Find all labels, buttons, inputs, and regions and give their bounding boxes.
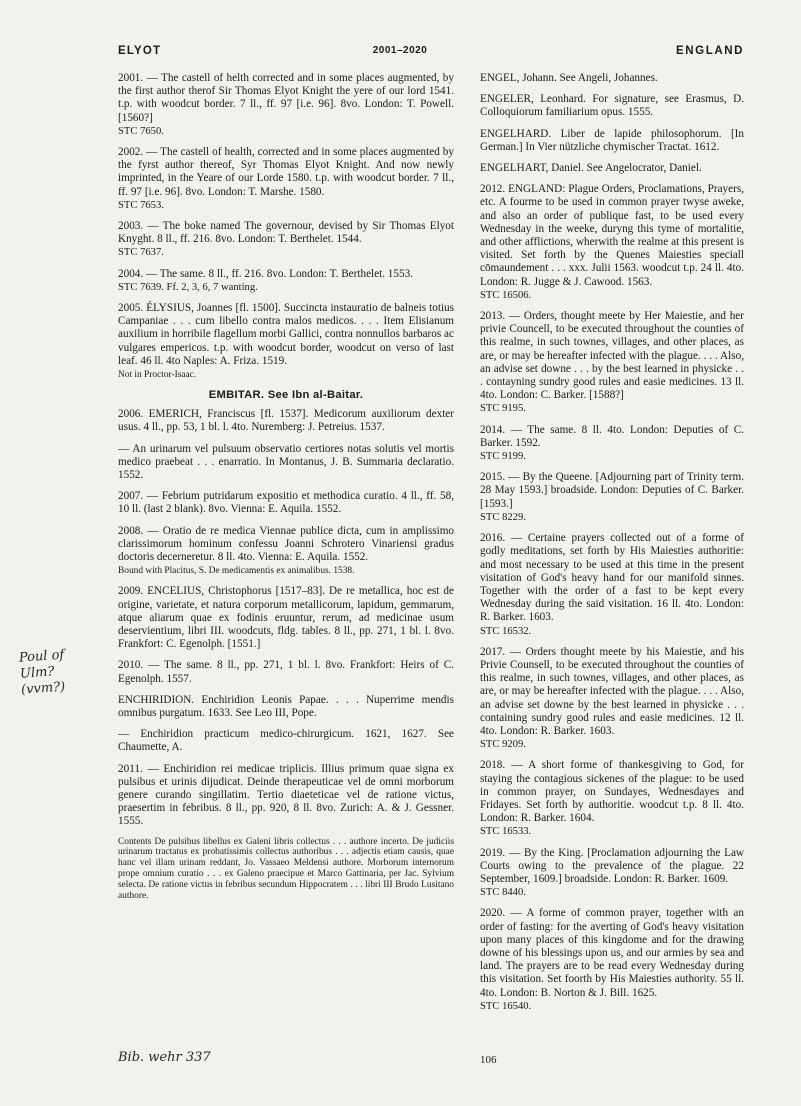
page-number: 106 <box>480 1054 497 1066</box>
right-column <box>480 72 744 1021</box>
stc-ref: STC 7653. <box>118 199 164 211</box>
handwritten-footer-note: Bib. wehr 337 <box>118 1050 211 1065</box>
entry-2018: 2018. — A short forme of thankesgiving to God, for staying the contagious sickenes of the plague: to be used in common prayer, on Sundayes, Wednesdayes and Fridayes. Set forth by authoritie. woodcut t.p. 8 ll. 4to. London: R. Barker. 1604. STC 16533. <box>480 759 744 838</box>
stc-ref: STC 9195. <box>480 403 526 415</box>
stc-ref: STC 8229. <box>480 511 526 523</box>
entry-2004: 2004. — The same. 8 ll., ff. 216. 8vo. London: T. Berthelet. 1553. STC 7639. Ff. 2, 3, 6, 7 wanting. <box>118 268 454 294</box>
left-column <box>118 72 454 909</box>
entry-2007: 2007. — Febrium putridarum expositio et methodica curatio. 4 ll., ff. 58, 10 ll. (last 2 blank). 8vo. Vienna: E. Aquila. 1552. <box>118 490 454 516</box>
entry-emerich-urinarum: — An urinarum vel pulsuum observatio certiores notas solutis vel mortis medico praebeat . . . enarratio. In Montanus, J. B. Summaria declaratio. 1552. <box>118 442 454 482</box>
entry-2008: 2008. — Oratio de re medica Viennae publice dicta, cum in amplissimo clarissimorum hominum confessu Joanni Schrotero Vinariensi gradus doctoris decerneretur. 8 ll. 4to. Vienna: E. Aquila. 1552. Bound with Placitus, S. De medicamentis ex animalibus. 1538. <box>118 524 454 577</box>
stc-ref: STC 7650. <box>118 125 164 137</box>
stc-ref: STC 9199. <box>480 451 526 463</box>
heading-enchiridion: ENCHIRIDION. Enchiridion Leonis Papae. . . . Nuperrime mendis omnibus purgatum. 1633. See Leo III, Pope. <box>118 693 454 719</box>
entry-2013: 2013. — Orders, thought meete by Her Maiestie, and her privie Councell, to be executed throughout the counties of this realme, in such townes, villages, and other places, as are, or may be hereafter infected with the plague. . . . Also, an advise set downe . . . by the best learned in physicke . . . contayning sundry good rules and easie medicines. 13 ll. 4to. London: C. Barker. [1588?] STC 9195. <box>480 310 744 415</box>
heading-engelhard: ENGELHARD. Liber de lapide philosophorum. [In German.] In Vier nützliche chymischer Tractat. 1612. <box>480 127 744 153</box>
running-head-right: ENGLAND <box>676 45 745 57</box>
stc-ref: STC 7637. <box>118 247 164 259</box>
heading-engel: ENGEL, Johann. See Angeli, Johannes. <box>480 72 658 84</box>
entry-2010: 2010. — The same. 8 ll., pp. 271, 1 bl. l. 8vo. Frankfort: Heirs of C. Egenolph. 1557. <box>118 659 454 685</box>
stc-ref: STC 16540. <box>480 1000 532 1012</box>
heading-engelhart: ENGELHART, Daniel. See Angelocrator, Daniel. <box>480 162 702 175</box>
note: Not in Proctor-Isaac. <box>118 370 197 381</box>
entry-2006: 2006. EMERICH, Franciscus [fl. 1537]. Medicorum auxiliorum dexter usus. 4 ll., pp. 53, 1 bl. l. 4to. Nuremberg: J. Petreius. 1537. <box>118 408 454 434</box>
stc-ref: STC 16506. <box>480 289 532 301</box>
entry-2011: 2011. — Enchiridion rei medicae triplicis. Illius primum quae signa ex pulsibus et urinis dijudicat. Deinde therapeuticae vel de omni morborum genere curando singillatim. Tertio diaeteticae vel de ratione victus, praesertim in febribus. 8 ll., pp. 920, 8 ll. 8vo. Zurich: A. & J. Gessner. 1555. <box>118 762 454 828</box>
handwritten-margin-note: Poul of Ulm? (vvm?) <box>18 647 66 698</box>
running-head-left: ELYOT <box>118 45 162 57</box>
entry-2017: 2017. — Orders thought meete by his Maiestie, and his Privie Counsell, to be executed throughout the counties of this realme, in such townes, villages, and other places, as are, or may be hereafter infected with the plague. . . . Also, an advise set downe by the best learned in physicke . . . containing sundry good rules and easie medicines. 12 ll. 4to. London: R. Barker. 1603. STC 9209. <box>480 645 744 751</box>
stc-ref: STC 8440. <box>480 887 526 899</box>
entry-2014: 2014. — The same. 8 ll. 4to. London: Deputies of C. Barker. 1592. STC 9199. <box>480 423 744 463</box>
entry-2001: 2001. — The castell of helth corrected and in some places augmented, by the first author therof Sir Thomas Elyot Knight the yere of our lord 1541. t.p. with woodcut border. 7 ll., ff. 97 [i.e. 96]. 8vo. London: T. Powell. [1560?] STC 7650. <box>118 72 454 137</box>
entry-2020: 2020. — A forme of common prayer, together with an order of fasting: for the averting of God's heavy visitation upon many places of this kingdome and for the drawing downe of his blessings upon us, and our armies by sea and land. The prayers are to be read every Wednesday during this visitation. Set foorth by His Maiesties authority. 55 ll. 4to. London: B. Norton & J. Bill. 1625. STC 16540. <box>480 907 744 1012</box>
entry-2009: 2009. ENCELIUS, Christophorus [1517–83]. De re metallica, hoc est de origine, varietate, et natura corporum metallicorum, lapidum, gemmarum, atque aliarum quae ex fodinis eruuntur, rerum, ad medicinae usum deservientium, libri III. woodcuts, fldg. tables. 8 ll., pp. 271, 1 bl. l. 8vo. Frankfort: C. Egenolph. [1551.] <box>118 585 454 651</box>
entry-2015: 2015. — By the Queene. [Adjourning part of Trinity term. 28 May 1593.] broadside. London: Deputies of C. Barker. [1593.] STC 8229. <box>480 471 744 523</box>
heading-embitar: EMBITAR. See Ibn al-Baitar. <box>208 389 364 402</box>
contents-note: Contents De pulsibus libellus ex Galeni libris collectus . . . authore incerto. De judiciis urinarum tractatus ex probatissimis collectus authoribus . . . adjectis etiam causis, quae hanc vel illam urinam reddant, Jo. Vassaeo Meldensi authore. Morborum internorum prope omnium curatio . . . ex Galeno praecipue et Marco Gattinaria, per Jac. Sylvium selecta. De ratione victus in febribus secundum Hippocratem . . . libri III Brudo Lusitano authore. <box>118 836 454 901</box>
stc-ref: STC 7639. Ff. 2, 3, 6, 7 wanting. <box>118 281 258 293</box>
entry-2012: 2012. ENGLAND: Plague Orders, Proclamations, Prayers, etc. A fourme to be used in common prayer twyse aweke, and also an order of publique fast, to be used every Wednesday in the weeke, duryng this tyme of mortalitie, and other afflictions, wherwith the realme at this present is visited. Set forth by the Quenes Maiesties speciall cōmaundement . . . xxx. Julii 1563. woodcut t.p. 24 ll. 4to. London: R. Jugge & J. Cawood. 1563. STC 16506. <box>480 183 744 301</box>
stc-ref: STC 9209. <box>480 739 526 751</box>
entry-2002: 2002. — The castell of health, corrected and in some places augmented by the fyrst author thereof, Syr Thomas Elyot Knight. And now newly imprinted, in the Yeare of our Lorde 1580. t.p. with woodcut border. 7 ll., ff. 97 [i.e. 96]. 8vo. London: T. Marshe. 1580. STC 7653. <box>118 146 454 211</box>
entry-enchiridion-practicum: — Enchiridion practicum medico-chirurgicum. 1621, 1627. See Chaumette, A. <box>118 728 454 754</box>
entry-2003: 2003. — The boke named The governour, devised by Sir Thomas Elyot Knyght. 8 ll., ff. 216. 8vo. London: T. Berthelet. 1544. STC 7637. <box>118 220 454 259</box>
stc-ref: STC 16533. <box>480 826 532 838</box>
running-head-center: 2001–2020 <box>372 45 428 56</box>
note: Bound with Placitus, S. De medicamentis ex animalibus. 1538. <box>118 566 355 577</box>
entry-2016: 2016. — Certaine prayers collected out of a forme of godly meditations, set forth by His Maiesties authoritie: and most necessary to be used at this time in the present visitation of God's heavy hand for our manifold sinnes. Together with the order of a fast to be kept every Wednesday during the said visitation. 16 ll. 4to. London: R. Barker. 1603. STC 16532. <box>480 532 744 637</box>
entry-2005: 2005. ÉLYSIUS, Joannes [fl. 1500]. Succincta instauratio de balneis totius Campaniae . . . cum libello contra malos medicos. . . . Item Elisianum auxilium in horribile flagellum morbi Gallici, contra nonnullos barbaros ac vulgares empericos. t.p. with woodcut border, woodcut on verso of last leaf. 46 ll. 4to Naples: A. Friza. 1519. Not in Proctor-Isaac. <box>118 302 454 381</box>
entry-2019: 2019. — By the King. [Proclamation adjourning the Law Courts owing to the prevalence of the plague. 22 September, 1609.] broadside. London: R. Barker. 1609. STC 8440. <box>480 846 744 899</box>
heading-engeler: ENGELER, Leonhard. For signature, see Erasmus, D. Colloquiorum familiarium opus. 1555. <box>480 93 744 119</box>
stc-ref: STC 16532. <box>480 625 532 637</box>
